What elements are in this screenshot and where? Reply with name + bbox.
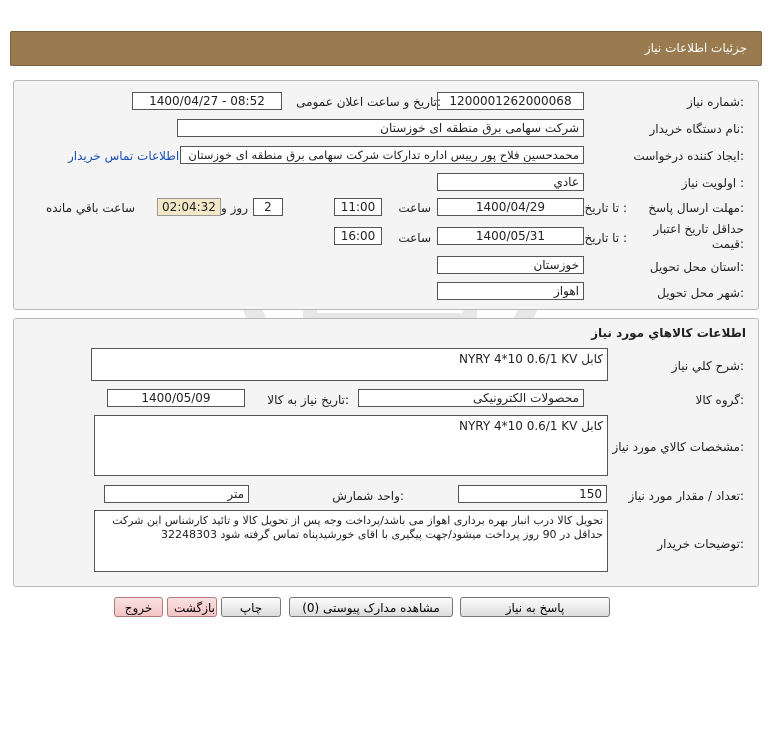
deadline-until-label: تا تاریخ : <box>584 201 627 215</box>
page-title: جزئیات اطلاعات نیاز <box>644 41 747 55</box>
page-header <box>10 31 762 66</box>
unit-field[interactable]: متر <box>104 485 249 503</box>
buyer-desc-label: توضیحات خریدار: <box>657 537 744 551</box>
days-label: روز و <box>221 201 248 215</box>
deadline-time-field[interactable]: 11:00 <box>334 198 382 216</box>
exit-button[interactable]: خروج <box>114 597 163 617</box>
goods-section-title: اطلاعات کالاهاي مورد نياز <box>591 326 746 340</box>
back-button[interactable]: بازگشت <box>167 597 217 617</box>
reply-button[interactable]: پاسخ به نیاز <box>460 597 610 617</box>
buyer-field[interactable]: شرکت سهامی برق منطقه ای خوزستان <box>177 119 584 137</box>
buyer-label: نام دستگاه خریدار: <box>649 122 744 136</box>
deadline-time-label: ساعت <box>398 201 431 215</box>
city-field[interactable]: اهواز <box>437 282 584 300</box>
deadline-label: مهلت ارسال پاسخ: <box>648 201 744 215</box>
need-date-label: تاریخ نیاز به کالا: <box>267 393 349 407</box>
unit-label: واحد شمارش: <box>332 489 404 503</box>
validity-label-2: قیمت: <box>711 237 744 251</box>
announce-label: تاریخ و ساعت اعلان عمومی: <box>296 95 441 109</box>
qty-field[interactable]: 150 <box>458 485 607 503</box>
province-label: استان محل تحویل: <box>649 260 744 274</box>
deadline-date-field[interactable]: 1400/04/29 <box>437 198 584 216</box>
city-label: شهر محل تحویل: <box>657 286 744 300</box>
priority-label: اولویت نیاز : <box>681 176 744 190</box>
days-remaining-field: 2 <box>253 198 283 216</box>
remaining-label: ساعت باقي مانده <box>46 201 136 215</box>
validity-time-label: ساعت <box>398 231 431 245</box>
validity-time-field[interactable]: 16:00 <box>334 227 382 245</box>
priority-field[interactable]: عادي <box>437 173 584 191</box>
need-number-field[interactable]: 1200001262000068 <box>437 92 584 110</box>
validity-until-label: تا تاریخ : <box>584 231 627 245</box>
buyer-contact-link[interactable]: اطلاعات تماس خریدار <box>68 149 180 163</box>
need-date-field[interactable]: 1400/05/09 <box>107 389 245 407</box>
print-button[interactable]: چاپ <box>221 597 281 617</box>
group-label: گروه کالا: <box>695 393 744 407</box>
summary-label: شرح کلي نياز: <box>671 359 744 373</box>
summary-field[interactable]: کابل NYRY 4*10 0.6/1 KV <box>91 348 608 381</box>
remaining-time-field: 02:04:32 <box>157 198 221 216</box>
qty-label: تعداد / مقدار مورد نیاز: <box>628 489 744 503</box>
attachments-button[interactable]: مشاهده مدارک پیوستی (0) <box>289 597 453 617</box>
need-number-label: شماره نیاز: <box>686 95 744 109</box>
group-field[interactable]: محصولات الکترونیکی <box>358 389 584 407</box>
province-field[interactable]: خوزستان <box>437 256 584 274</box>
validity-label-1: حداقل تاریخ اعتبار <box>653 222 744 236</box>
announce-field[interactable]: 1400/04/27 - 08:52 <box>132 92 282 110</box>
validity-date-field[interactable]: 1400/05/31 <box>437 227 584 245</box>
buyer-desc-field[interactable]: تحویل کالا درب انبار بهره برداری اهواز می باشد/پرداخت وجه پس از تحویل کالا و تائید کارشناس این شرکت حداقل در 90 روز پرداخت میشود/جهت پیگیری با اقای خورشیدپناه تماس گرفته شود 32248303 <box>94 510 608 572</box>
creator-label: ایجاد کننده درخواست: <box>633 149 744 163</box>
creator-field[interactable]: محمدحسین فلاح پور رییس اداره تدارکات شرکت سهامی برق منطقه ای خوزستان <box>180 146 584 164</box>
need-info-panel <box>13 80 759 310</box>
specs-label: مشخصات کالاي مورد نياز: <box>612 440 744 454</box>
specs-field[interactable]: کابل NYRY 4*10 0.6/1 KV <box>94 415 608 476</box>
